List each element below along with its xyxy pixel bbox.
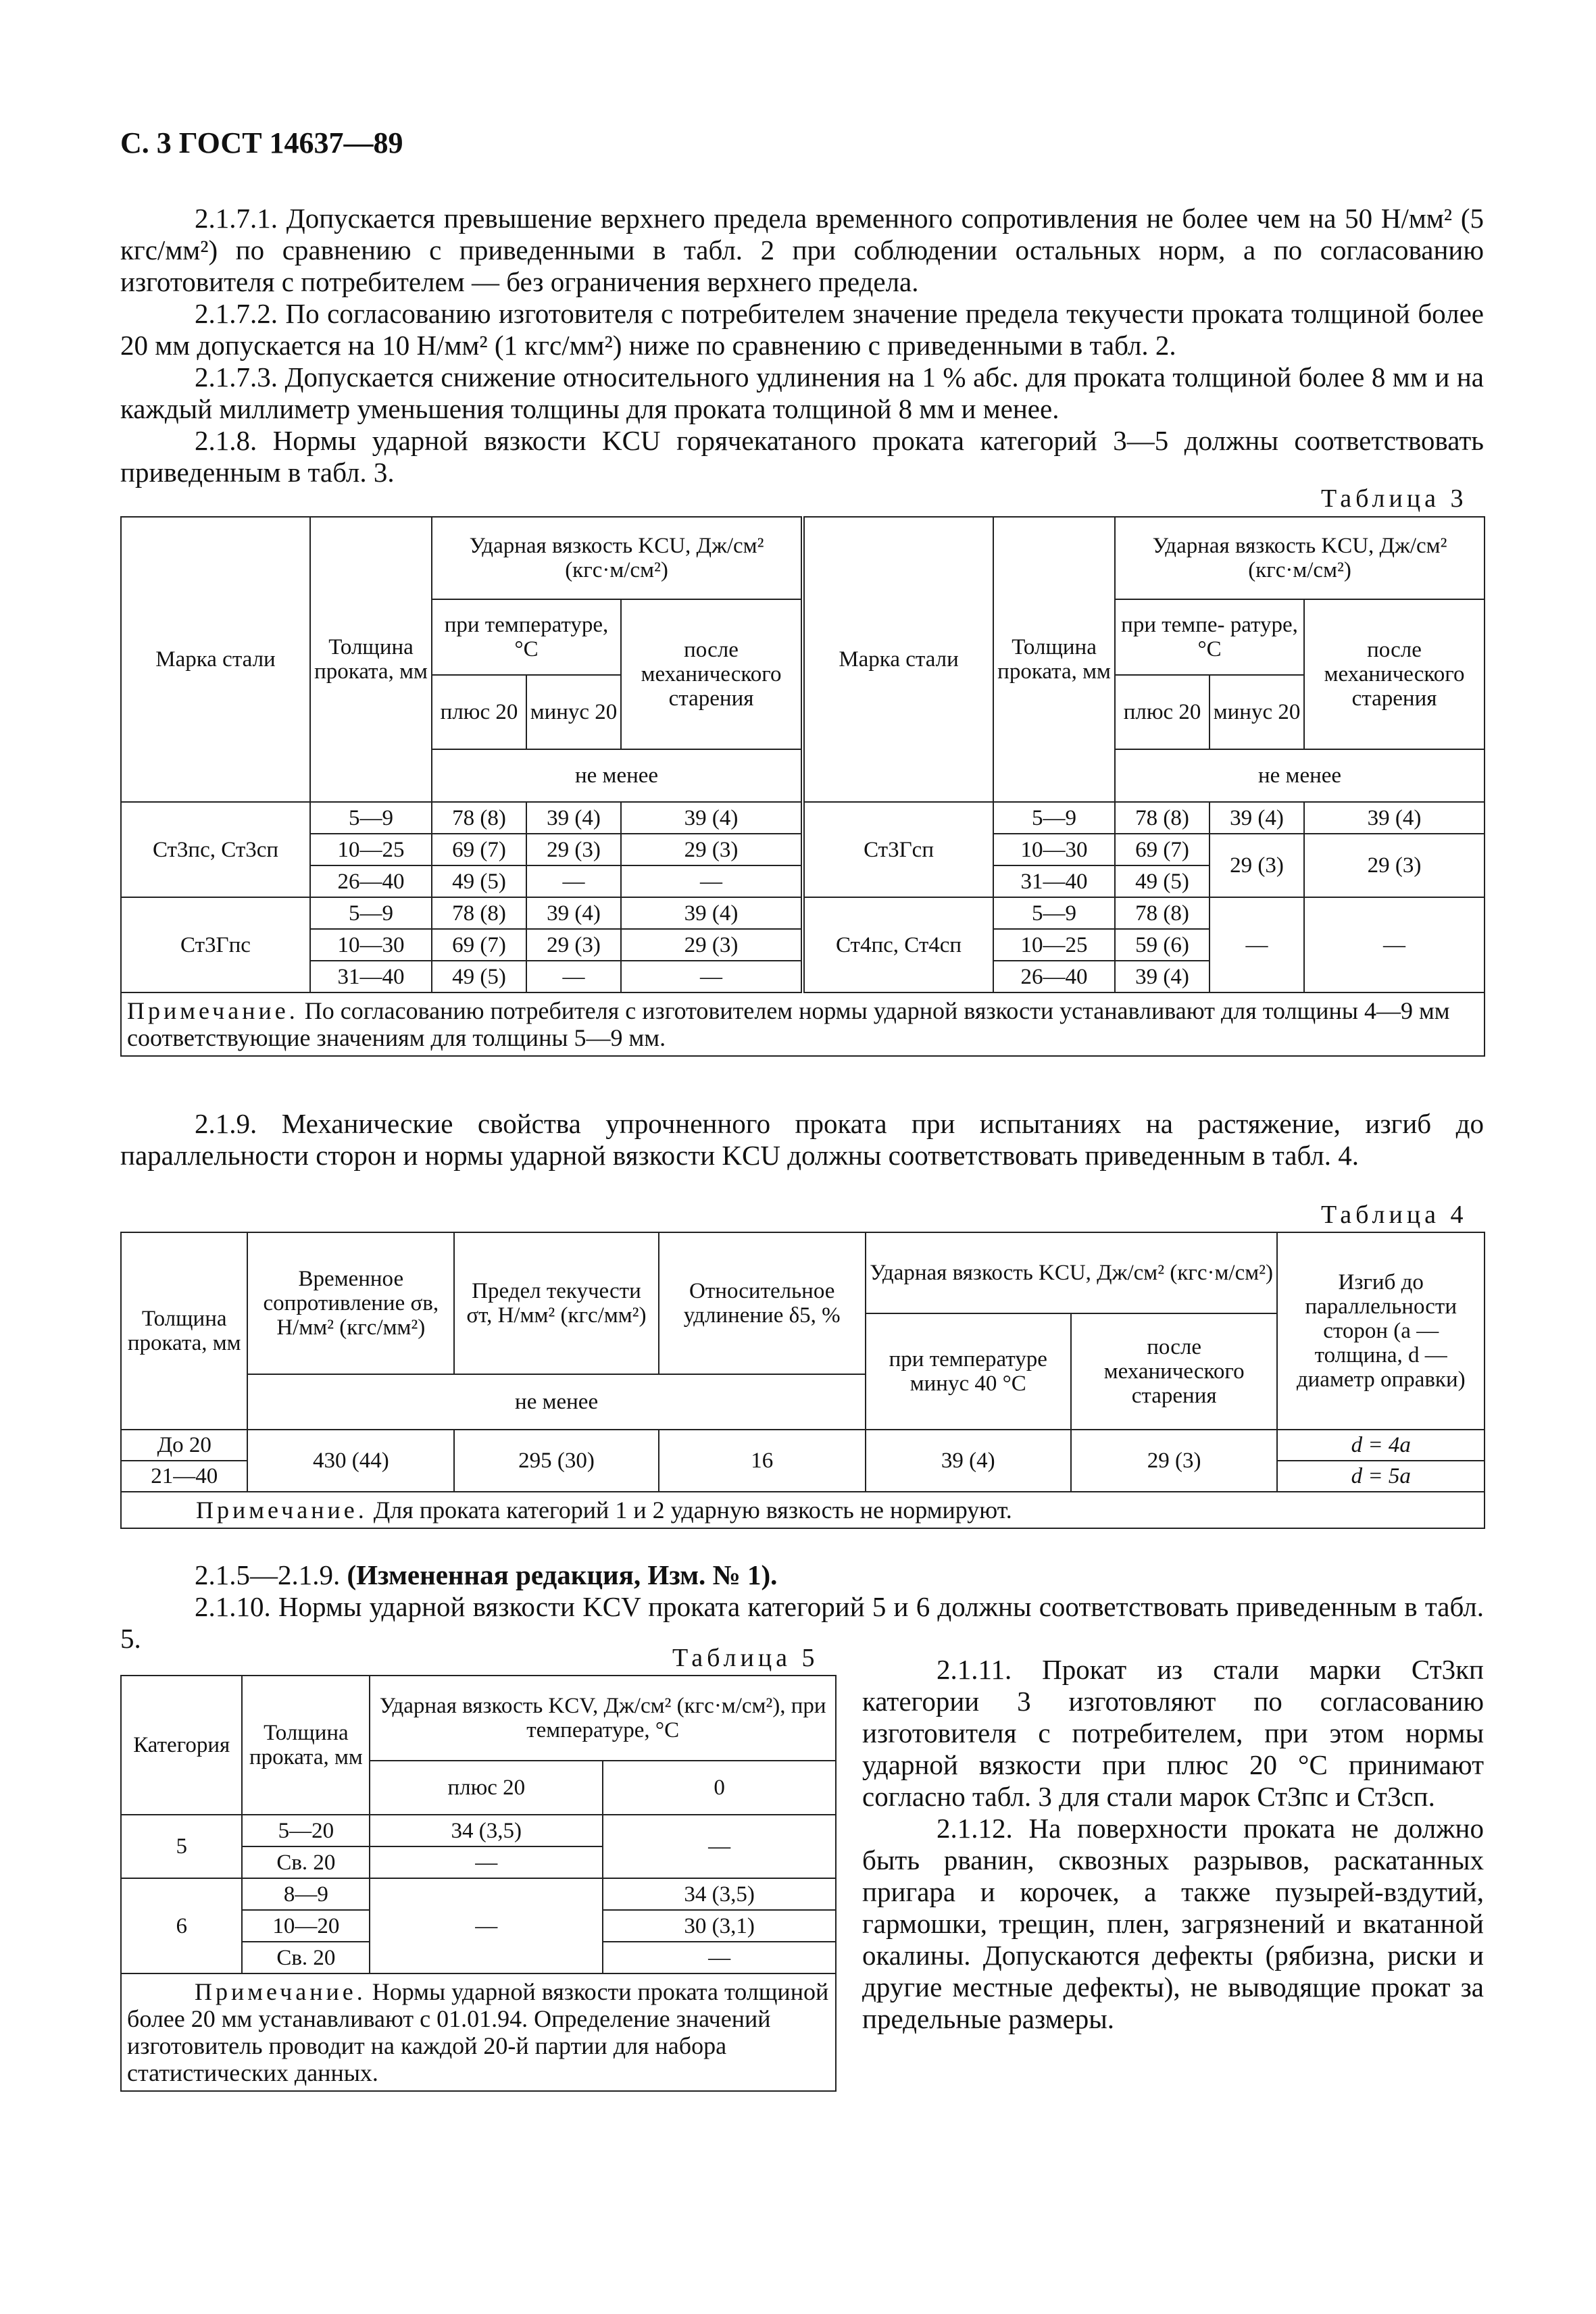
- t3-cell: 26—40: [993, 961, 1115, 992]
- paragraph-2-1-7-2: 2.1.7.2. По согласованию изготовителя с потребителем значение предела текучести проката толщиной более 20 мм допускается на 10 Н/мм² (1 кгс/мм²) ниже по сравнению с приведенными в табл. 2.: [120, 298, 1484, 361]
- t5-cell: 34 (3,5): [370, 1815, 603, 1846]
- t3-header-aging-right: после механического старения: [1304, 599, 1485, 749]
- t3-cell: —: [526, 961, 621, 992]
- t5-header-thickness: Толщина проката, мм: [242, 1676, 370, 1815]
- paragraph-revision: [120, 1559, 1484, 1591]
- t5-cell: 5—20: [242, 1815, 370, 1846]
- t4-header-bend: Изгиб до параллельности сторон (a — толщина, d — диаметр оправки): [1277, 1232, 1485, 1430]
- t5-cell: Св. 20: [242, 1942, 370, 1973]
- t3-cell: —: [1304, 897, 1485, 992]
- t4-header-aging: после механического старения: [1071, 1313, 1278, 1430]
- t3-cell: 10—25: [310, 834, 432, 865]
- t3-cell: 39 (4): [1115, 961, 1210, 992]
- paragraph-2-1-9: 2.1.9. Механические свойства упрочненного проката при испытаниях на растяжение, изгиб до параллельности сторон и нормы ударной вязкости KCU должны соответствовать приведенным в табл. 4.: [120, 1108, 1484, 1171]
- t3-cell: —: [1210, 897, 1304, 992]
- t4-cell: 430 (44): [247, 1430, 454, 1492]
- t4-cell: 16: [659, 1430, 866, 1492]
- t5-note-row: [121, 1973, 836, 2091]
- t3-header-min-left: не менее: [432, 749, 803, 802]
- t3-cell: 29 (3): [621, 929, 803, 961]
- t3-header-min-right: не менее: [1115, 749, 1485, 802]
- t3-cell: 5—9: [993, 897, 1115, 929]
- note-text: Нормы ударной вязкости проката толщиной более 20 мм устанавливают с 01.01.94. Определение значений изготовитель проводит на каждой 20-й партии для набора статистических данных.: [127, 1978, 829, 2086]
- t3-grade-st3gps: Ст3Гпс: [121, 897, 310, 992]
- t3-cell: 10—30: [310, 929, 432, 961]
- paragraph-2-1-7-1: 2.1.7.1. Допускается превышение верхнего предела временного сопротивления не более чем на 50 Н/мм² (5 кгс/мм²) по сравнению с приведенными в табл. 2 при соблюдении остальных норм, а по согласованию изготовителя с потребителем — без ограничения верхнего предела.: [120, 203, 1484, 297]
- t3-cell: 39 (4): [1210, 802, 1304, 834]
- t3-note: [121, 992, 1485, 1056]
- t4-header-elongation: Относительное удлинение δ5, %: [659, 1232, 866, 1374]
- paragraph-2-1-7-3: 2.1.7.3. Допускается снижение относительного удлинения на 1 % абс. для проката толщиной более 8 мм и на каждый миллиметр уменьшения толщины для проката толщиной 8 мм и менее.: [120, 361, 1484, 424]
- t4-note-row: [121, 1492, 1485, 1528]
- t5-cell: 30 (3,1): [603, 1910, 836, 1942]
- t3-grade-st4ps: Ст4пс, Ст4сп: [803, 897, 993, 992]
- t3-cell: 39 (4): [526, 802, 621, 834]
- t3-header-plus20-left: плюс 20: [432, 675, 526, 749]
- t5-cell: Св. 20: [242, 1846, 370, 1878]
- paragraph-2-1-8: 2.1.8. Нормы ударной вязкости KCU горячекатаного проката категорий 3—5 должны соответствовать приведенным в табл. 3.: [120, 425, 1484, 488]
- t3-cell: 29 (3): [621, 834, 803, 865]
- note-text: По согласованию потребителя с изготовителем нормы ударной вязкости устанавливают для толщины 4—9 мм соответствующие значениям для толщины 5—9 мм.: [127, 997, 1450, 1051]
- t3-cell: 29 (3): [526, 834, 621, 865]
- table-row: [121, 1878, 836, 1910]
- t3-header-temp-left: при температуре, °С: [432, 599, 621, 675]
- t3-cell: —: [621, 961, 803, 992]
- t5-cell: 6: [121, 1878, 242, 1973]
- t3-cell: 31—40: [310, 961, 432, 992]
- t3-cell: 5—9: [310, 897, 432, 929]
- t3-header-kcu-left: Ударная вязкость KCU, Дж/см² (кгс·м/см²): [432, 517, 803, 599]
- t3-header-grade-right: Марка стали: [803, 517, 993, 802]
- t5-header-kcv: Ударная вязкость KCV, Дж/см² (кгс·м/см²), при температуре, °С: [370, 1676, 836, 1761]
- t4-cell: 295 (30): [454, 1430, 658, 1492]
- t3-header-thickness-left: Толщина проката, мм: [310, 517, 432, 802]
- t3-cell: 5—9: [310, 802, 432, 834]
- paragraph-2-1-10: 2.1.10. Нормы ударной вязкости KCV проката категорий 5 и 6 должны соответствовать приведенным в табл. 5.: [120, 1591, 1484, 1654]
- t3-cell: 59 (6): [1115, 929, 1210, 961]
- text-block-1: [120, 203, 1484, 488]
- t3-cell: —: [526, 865, 621, 897]
- t3-cell: 39 (4): [621, 802, 803, 834]
- table3-label: Таблица 3: [1321, 484, 1468, 513]
- revision-number: 2.1.5—2.1.9.: [195, 1559, 341, 1590]
- t4-header-t40: при температуре минус 40 °С: [866, 1313, 1071, 1430]
- text-block-3: [120, 1559, 1484, 1655]
- t5-header-category: Категория: [121, 1676, 242, 1815]
- t5-cell: 34 (3,5): [603, 1878, 836, 1910]
- t3-cell: 78 (8): [1115, 802, 1210, 834]
- t3-cell: 10—30: [993, 834, 1115, 865]
- t3-grade-st3ps: Ст3пс, Ст3сп: [121, 802, 310, 897]
- table-4: [120, 1232, 1485, 1529]
- note-text: Для проката категорий 1 и 2 ударную вязкость не нормируют.: [373, 1496, 1012, 1524]
- t3-cell: 78 (8): [1115, 897, 1210, 929]
- t5-cell: —: [603, 1942, 836, 1973]
- note-label: Примечание.: [196, 1496, 368, 1524]
- table4-label: Таблица 4: [1321, 1201, 1468, 1229]
- t5-cell: 5: [121, 1815, 242, 1878]
- t4-cell: 29 (3): [1071, 1430, 1278, 1492]
- paragraph-2-1-11: 2.1.11. Прокат из стали марки Ст3кп категории 3 изготовляют по согласованию изготовителя с потребителем, при этом нормы ударной вязкости при плюс 20 °С принимают согласно табл. 3 для стали марок Ст3пс и Ст3сп.: [862, 1654, 1484, 1812]
- t4-header-tensile: Временное сопротивление σв, Н/мм² (кгс/мм²): [247, 1232, 454, 1374]
- t3-cell: 5—9: [993, 802, 1115, 834]
- t3-grade-st3gsp: Ст3Гсп: [803, 802, 993, 897]
- table-row: [121, 834, 1485, 865]
- t3-cell: 78 (8): [432, 897, 526, 929]
- note-label: Примечание.: [195, 1978, 366, 2005]
- revision-text: (Измененная редакция, Изм. № 1).: [347, 1559, 778, 1590]
- table5-label: Таблица 5: [672, 1644, 819, 1672]
- t3-header-plus20-right: плюс 20: [1115, 675, 1210, 749]
- text-block-2: [120, 1108, 1484, 1172]
- t3-cell: 26—40: [310, 865, 432, 897]
- t3-cell: 49 (5): [432, 961, 526, 992]
- t3-cell: 39 (4): [1304, 802, 1485, 834]
- table-row: [121, 1815, 836, 1846]
- t3-header-kcu-right: Ударная вязкость KCU, Дж/см² (кгс·м/см²): [1115, 517, 1485, 599]
- t3-cell: 31—40: [993, 865, 1115, 897]
- t4-cell: d = 4a: [1277, 1430, 1485, 1461]
- t3-cell: 39 (4): [621, 897, 803, 929]
- t3-header-minus20-left: минус 20: [526, 675, 621, 749]
- t3-cell: 69 (7): [432, 834, 526, 865]
- t4-cell: 21—40: [121, 1461, 247, 1492]
- t4-header-yield: Предел текучести σт, Н/мм² (кгс/мм²): [454, 1232, 658, 1374]
- t5-cell: —: [603, 1815, 836, 1878]
- table-row: [121, 897, 1485, 929]
- table-3: [120, 516, 1485, 1057]
- t5-header-plus20: плюс 20: [370, 1761, 603, 1815]
- t3-header-minus20-right: минус 20: [1210, 675, 1304, 749]
- t5-cell: 8—9: [242, 1878, 370, 1910]
- t5-header-zero: 0: [603, 1761, 836, 1815]
- t3-note-row: [121, 992, 1485, 1056]
- t5-cell: —: [370, 1878, 603, 1973]
- t3-cell: —: [621, 865, 803, 897]
- t4-cell: До 20: [121, 1430, 247, 1461]
- t3-cell: 29 (3): [1210, 834, 1304, 897]
- t3-header-grade-left: Марка стали: [121, 517, 310, 802]
- t3-cell: 49 (5): [432, 865, 526, 897]
- t3-header-aging-left: после механического старения: [621, 599, 803, 749]
- t3-cell: 29 (3): [526, 929, 621, 961]
- t5-cell: 10—20: [242, 1910, 370, 1942]
- page-header: С. 3 ГОСТ 14637—89: [120, 126, 403, 159]
- t5-note: [121, 1973, 836, 2091]
- table-5: [120, 1675, 837, 2092]
- t4-cell: d = 5a: [1277, 1461, 1485, 1492]
- t4-header-thickness: Толщина проката, мм: [121, 1232, 247, 1430]
- t4-header-min: не менее: [247, 1374, 865, 1430]
- t3-cell: 39 (4): [526, 897, 621, 929]
- t3-cell: 29 (3): [1304, 834, 1485, 897]
- t3-cell: 69 (7): [1115, 834, 1210, 865]
- t3-cell: 49 (5): [1115, 865, 1210, 897]
- t4-cell: 39 (4): [866, 1430, 1071, 1492]
- table-row: [121, 1430, 1485, 1461]
- t3-cell: 69 (7): [432, 929, 526, 961]
- t3-header-thickness-right: Толщина проката, мм: [993, 517, 1115, 802]
- text-column-right: [862, 1654, 1484, 2035]
- t4-note: [121, 1492, 1485, 1528]
- t3-cell: 78 (8): [432, 802, 526, 834]
- table-row: [121, 802, 1485, 834]
- t5-cell: —: [370, 1846, 603, 1878]
- paragraph-2-1-12: 2.1.12. На поверхности проката не должно быть рванин, сквозных разрывов, раскатанных пригара и корочек, а также пузырей-вздутий, гармошки, трещин, плен, загрязнений и вкатанной окалины. Допускаются дефекты (рябизна, риски и другие местные дефекты), не выводящие прокат за предельные размеры.: [862, 1813, 1484, 2034]
- t3-cell: 10—25: [993, 929, 1115, 961]
- t3-header-temp-right: при темпе- ратуре, °С: [1115, 599, 1304, 675]
- note-label: Примечание.: [127, 997, 299, 1024]
- t4-header-kcu: Ударная вязкость KCU, Дж/см² (кгс·м/см²): [866, 1232, 1278, 1313]
